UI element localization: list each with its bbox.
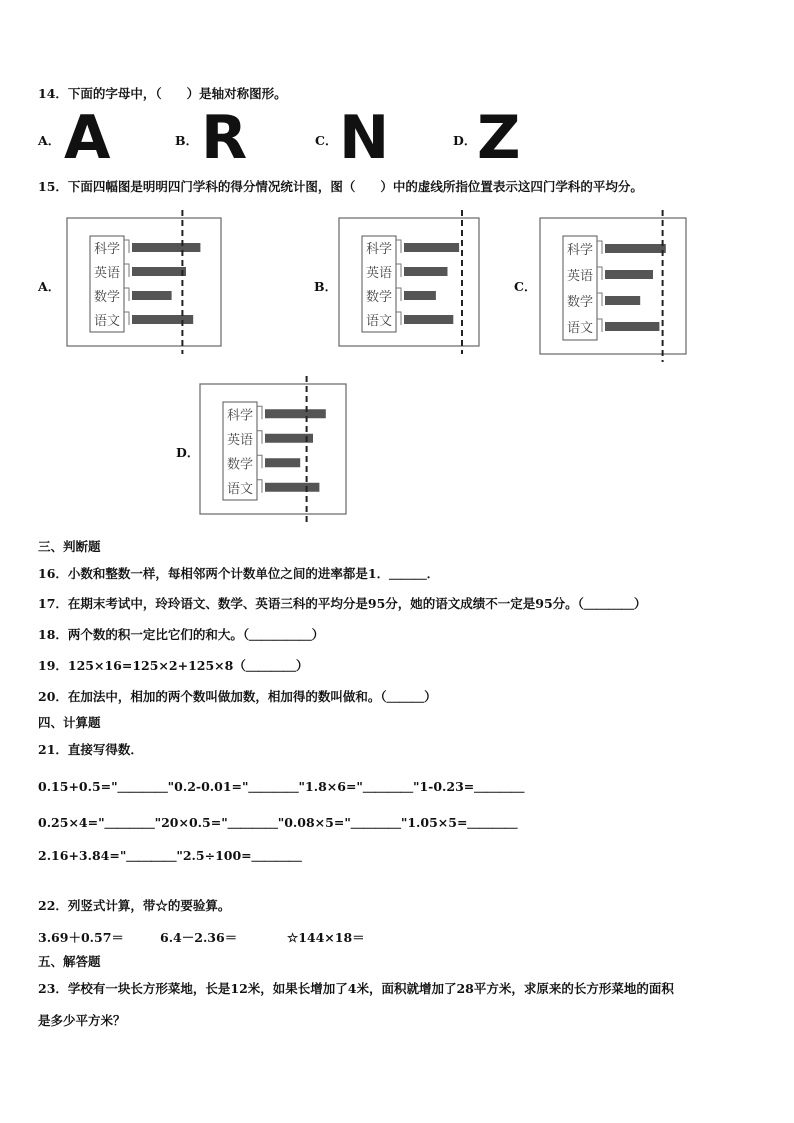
section-3-heading: 三、判断题 [38,539,101,554]
subject-label: 英语 [566,269,594,284]
chart-frame [200,384,346,514]
q14-option-d-letter: Z [477,103,521,173]
bar-chart-svg [66,210,222,354]
q21-text: 21．直接写得数． [38,742,143,757]
score-bar [605,270,653,279]
q15-option-a-label: A． [38,279,61,294]
q18-text: 18．两个数的积一定比它们的和大。（＿＿＿＿＿） [38,627,325,642]
subject-label: 语文 [365,314,393,329]
subject-label: 科学 [365,242,393,257]
q15-chart-b [338,210,480,354]
q21-row-2: 0.25×4="＿＿＿＿"20×0.5="＿＿＿＿"0.08×5="＿＿＿＿"1.05×5=＿＿＿＿ [38,815,518,830]
q16-text: 16．小数和整数一样，每相邻两个计数单位之间的进率都是1．＿＿＿． [38,566,440,581]
section-4-heading: 四、计算题 [38,715,101,730]
score-bar [132,243,200,252]
q14-option-c-label: C． [315,133,338,148]
score-bar [404,315,453,324]
subject-label: 数学 [365,290,393,305]
q20-text: 20．在加法中，相加的两个数叫做加数，相加得的数叫做和。（＿＿＿） [38,689,437,704]
score-bar [605,296,640,305]
subject-label: 科学 [93,242,121,257]
chart-frame [339,218,479,346]
q14-option-a-label: A． [38,133,61,148]
subject-label: 科学 [566,243,594,258]
chart-frame [540,218,686,354]
score-bar [265,483,319,492]
q15-option-d-label: D． [176,445,200,460]
q19-text: 19．125×16=125×2+125×8（＿＿＿＿） [38,658,309,673]
q14-option-c-letter: N [339,103,390,173]
score-bar [605,322,659,331]
subject-label: 英语 [365,266,393,281]
q14-text: 14．下面的字母中，（ ）是轴对称图形。 [38,86,287,101]
score-bar [605,244,666,253]
score-bar [132,291,172,300]
subject-label: 英语 [93,266,121,281]
q14-option-b-label: B． [175,133,199,148]
subject-label: 语文 [93,314,121,329]
q22-text: 22．列竖式计算，带☆的要验算。 [38,898,231,913]
bar-chart-svg [199,376,347,522]
q14-option-a-letter: A [64,103,111,173]
q22-item-3: ☆144×18＝ [287,930,365,945]
q15-option-c-label: C． [514,279,537,294]
section-5-heading: 五、解答题 [38,954,101,969]
q15-chart-d [199,376,347,522]
q17-text: 17．在期末考试中，玲玲语文、数学、英语三科的平均分是95分，她的语文成绩不一定是95分。（＿＿＿＿） [38,596,647,611]
score-bar [265,409,326,418]
q23-line-1: 23．学校有一块长方形菜地，长是12米，如果长增加了4米，面积就增加了28平方米，求原来的长方形菜地的面积 [38,981,674,996]
score-bar [404,267,448,276]
q15-text: 15．下面四幅图是明明四门学科的得分情况统计图，图（ ）中的虚线所指位置表示这四门学科的平均分。 [38,179,643,194]
q22-item-2: 6.4－2.36＝ [160,930,238,945]
score-bar [132,267,186,276]
subject-label: 语文 [226,481,254,497]
subject-label: 科学 [226,408,254,424]
q21-row-3: 2.16+3.84="＿＿＿＿"2.5÷100=＿＿＿＿ [38,848,302,863]
q15-chart-c [539,210,687,362]
score-bar [404,291,436,300]
subject-label: 数学 [226,457,254,473]
subject-label: 数学 [566,295,594,310]
bar-chart-svg [539,210,687,362]
score-bar [404,243,459,252]
q23-line-2: 是多少平方米？ [38,1013,126,1028]
score-bar [132,315,193,324]
q15-option-b-label: B． [314,279,338,294]
score-bar [265,458,300,467]
q15-chart-a [66,210,222,354]
subject-label: 英语 [226,432,254,448]
subject-label: 语文 [566,321,594,336]
q14-option-b-letter: R [201,103,248,173]
q22-item-1: 3.69＋0.57＝ [38,930,124,945]
q21-row-1: 0.15+0.5="＿＿＿＿"0.2-0.01="＿＿＿＿"1.8×6="＿＿＿＿"1-0.23=＿＿＿＿ [38,779,525,794]
subject-label: 数学 [93,290,121,305]
bar-chart-svg [338,210,480,354]
q14-option-d-label: D． [453,133,477,148]
